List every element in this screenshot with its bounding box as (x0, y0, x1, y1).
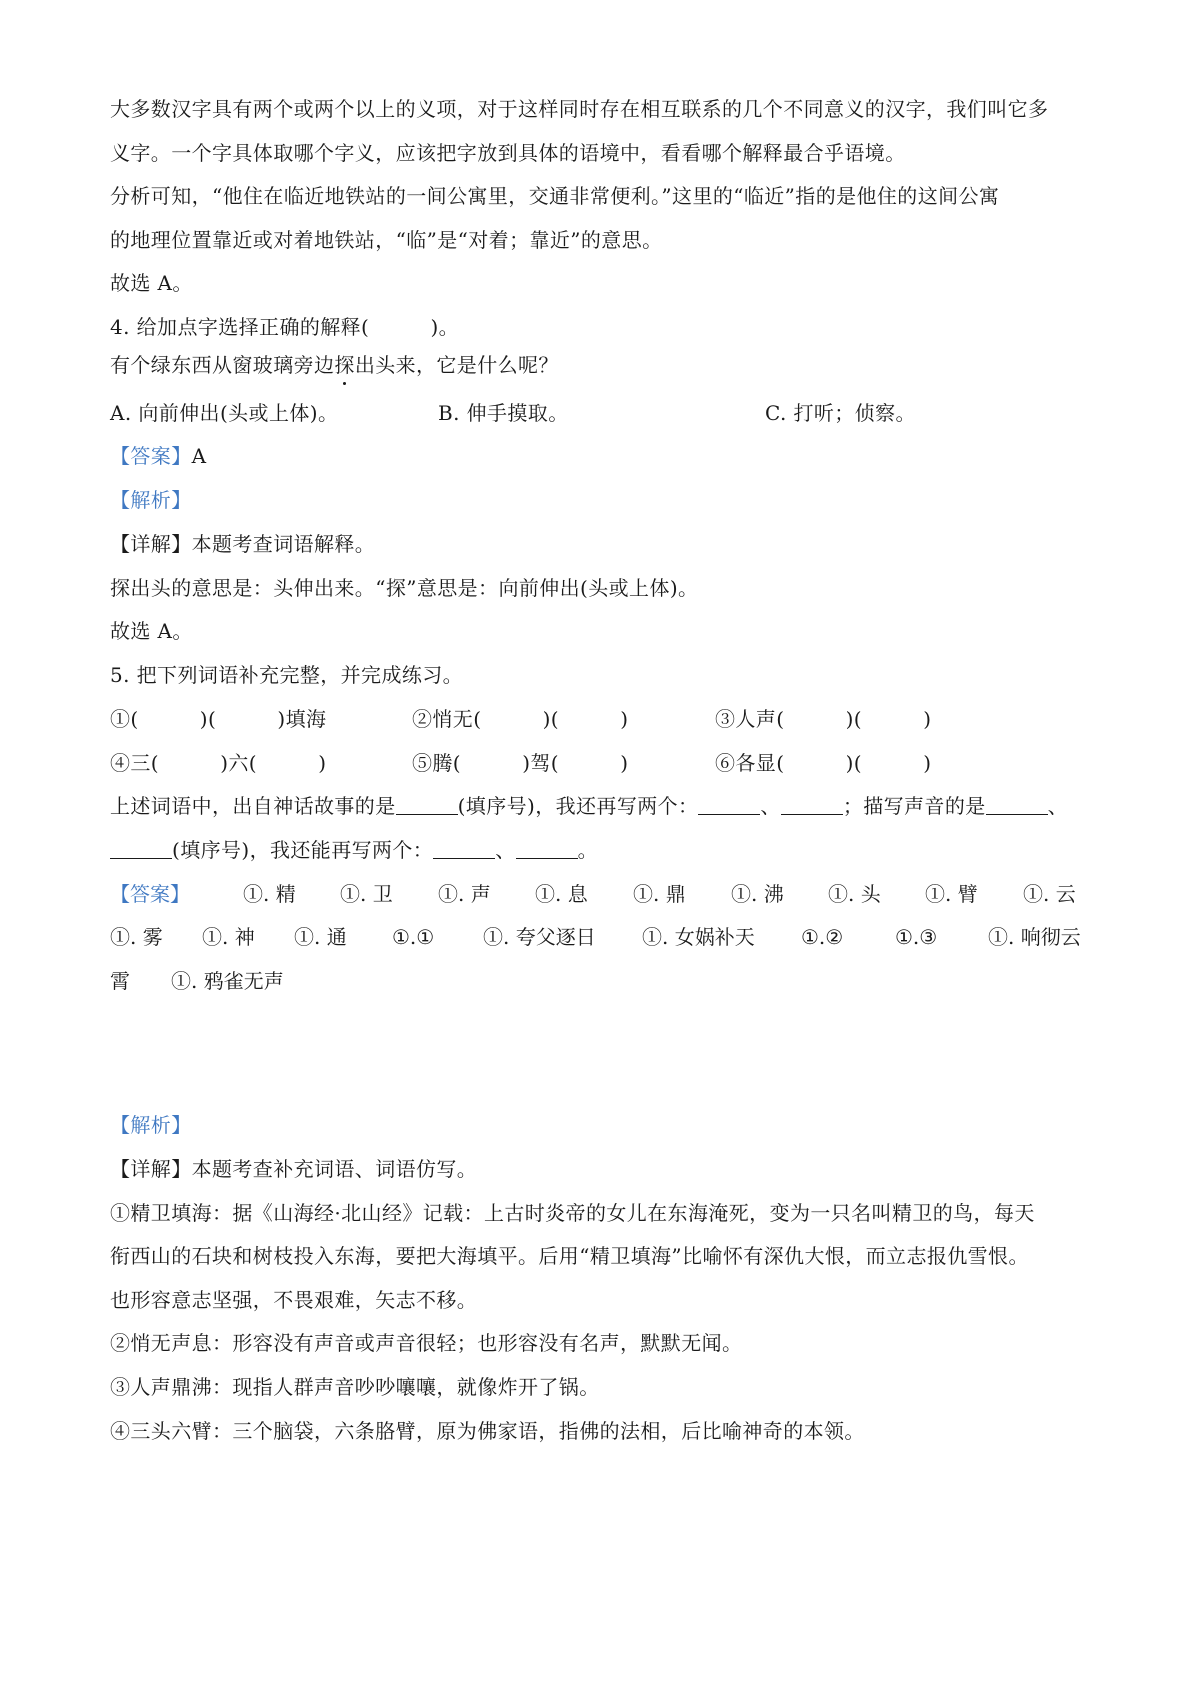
q4-dotted-char: 探 (334, 353, 355, 377)
q5-answer-item: ①. 神 (202, 925, 255, 949)
intro-line-4: 的地理位置靠近或对着地铁站，“临”是“对着；靠近”的意思。 (110, 228, 663, 252)
q5-answer-item: ①. 沸 (731, 882, 784, 906)
q5-question: 5. 把下列词语补充完整，并完成练习。 (110, 663, 464, 687)
q5-explain-1-line-3: 也形容意志坚强，不畏艰难，矢志不移。 (110, 1288, 478, 1312)
q5-answer-item: ①. 鼎 (633, 882, 686, 906)
q5-blank (396, 794, 458, 815)
q5-explain-1-line-1: ①精卫填海：据《山海经·北山经》记载：上古时炎帝的女儿在东海淹死，变为一只名叫精卫的鸟，每天 (110, 1201, 1035, 1225)
q5-answer-item: ①. 雾 (110, 925, 163, 949)
q5-answer-item: ①.① (392, 925, 435, 949)
q5-blank (698, 794, 760, 815)
q5-blank (433, 838, 495, 859)
q5-task-line-1 (110, 793, 1068, 819)
q5-row1-item-2: ②悄无( )( ) (412, 707, 629, 731)
q5-task-text: 、 (760, 794, 781, 818)
q5-answer-item: ①. 声 (438, 882, 491, 906)
q5-row1-item-3: ③人声( )( ) (715, 707, 932, 731)
q5-answer-item: 霄 (110, 969, 130, 993)
q4-sentence-after: 出头来，它是什么呢？ (354, 353, 559, 377)
q5-task-text: (填序号)，我还再写两个： (457, 794, 699, 818)
q5-blank (986, 794, 1048, 815)
q5-explain-2: ②悄无声息：形容没有声音或声音很轻；也形容没有名声，默默无闻。 (110, 1331, 743, 1355)
q5-row2-item-1: ④三( )六( ) (110, 751, 327, 775)
q5-answer-item: ①. 云 (1023, 882, 1076, 906)
q5-row2-item-2: ⑤腾( )驾( ) (412, 751, 629, 775)
q4-conclusion: 故选 A。 (110, 619, 193, 643)
q5-answer-item: ①.③ (895, 925, 938, 949)
q5-blank (516, 838, 578, 859)
q5-task-text: 、 (1047, 794, 1069, 818)
q5-answer-item: ①. 女娲补天 (642, 925, 755, 949)
q5-answer-item: ①.② (801, 925, 844, 949)
q4-option-c: C. 打听；侦察。 (765, 401, 916, 425)
q5-task-text: 上述词语中，出自神话故事的是 (110, 794, 396, 818)
q5-answer-item: ①. 精 (243, 882, 296, 906)
q5-blank (110, 838, 172, 859)
q4-question: 4. 给加点字选择正确的解释( )。 (110, 315, 460, 339)
q5-answer-item: ①. 通 (294, 925, 347, 949)
q5-task-line-2 (110, 837, 598, 863)
intro-conclusion: 故选 A。 (110, 271, 193, 295)
q4-explain: 探出头的意思是：头伸出来。“探”意思是：向前伸出(头或上体)。 (110, 576, 699, 600)
q4-sentence (110, 352, 559, 378)
q5-answer-item: ①. 响彻云 (988, 925, 1081, 949)
q5-row1-item-1: ①( )( )填海 (110, 707, 327, 731)
q4-option-b: B. 伸手摸取。 (438, 401, 569, 425)
intro-line-2: 义字。一个字具体取哪个字义，应该把字放到具体的语境中，看看哪个解释最合乎语境。 (110, 141, 906, 165)
q5-answer-item: ①. 卫 (340, 882, 393, 906)
q4-detail: 【详解】本题考查词语解释。 (110, 532, 376, 556)
q5-answer-item: ①. 鸦雀无声 (171, 969, 284, 993)
q5-answer-item: ①. 息 (535, 882, 588, 906)
q5-analysis-tag: 【解析】 (110, 1113, 192, 1137)
q5-detail: 【详解】本题考查补充词语、词语仿写。 (110, 1157, 478, 1181)
q5-answer-tag: 【答案】 (110, 882, 190, 906)
q4-answer-value: A (191, 444, 207, 468)
q5-task-text: 。 (577, 838, 599, 862)
q5-task-text: ；描写声音的是 (842, 794, 986, 818)
q5-explain-3: ③人声鼎沸：现指人群声音吵吵嚷嚷，就像炸开了锅。 (110, 1375, 600, 1399)
q5-answer-item: ①. 夸父逐日 (483, 925, 596, 949)
q4-answer-tag: 【答案】 (110, 444, 192, 468)
q5-blank (781, 794, 843, 815)
q5-task-text: (填序号)，我还能再写两个： (172, 838, 434, 862)
q4-option-a: A. 向前伸出(头或上体)。 (110, 401, 339, 425)
intro-line-3: 分析可知，“他住在临近地铁站的一间公寓里，交通非常便利。”这里的“临近”指的是他住的这间公寓 (110, 184, 1000, 208)
q4-answer (110, 443, 206, 469)
intro-line-1: 大多数汉字具有两个或两个以上的义项，对于这样同时存在相互联系的几个不同意义的汉字，我们叫它多 (110, 97, 1049, 121)
q5-answer-item: ①. 臂 (925, 882, 978, 906)
q4-sentence-before: 有个绿东西从窗玻璃旁边 (110, 353, 335, 377)
q5-answer-item: ①. 头 (828, 882, 881, 906)
q4-analysis-tag: 【解析】 (110, 488, 192, 512)
q5-explain-4: ④三头六臂：三个脑袋，六条胳臂，原为佛家语，指佛的法相，后比喻神奇的本领。 (110, 1419, 865, 1443)
q5-task-text: 、 (495, 838, 516, 862)
q5-row2-item-3: ⑥各显( )( ) (715, 751, 932, 775)
q5-explain-1-line-2: 衔西山的石块和树枝投入东海，要把大海填平。后用“精卫填海”比喻怀有深仇大恨，而立志报仇雪恨。 (110, 1244, 1029, 1268)
